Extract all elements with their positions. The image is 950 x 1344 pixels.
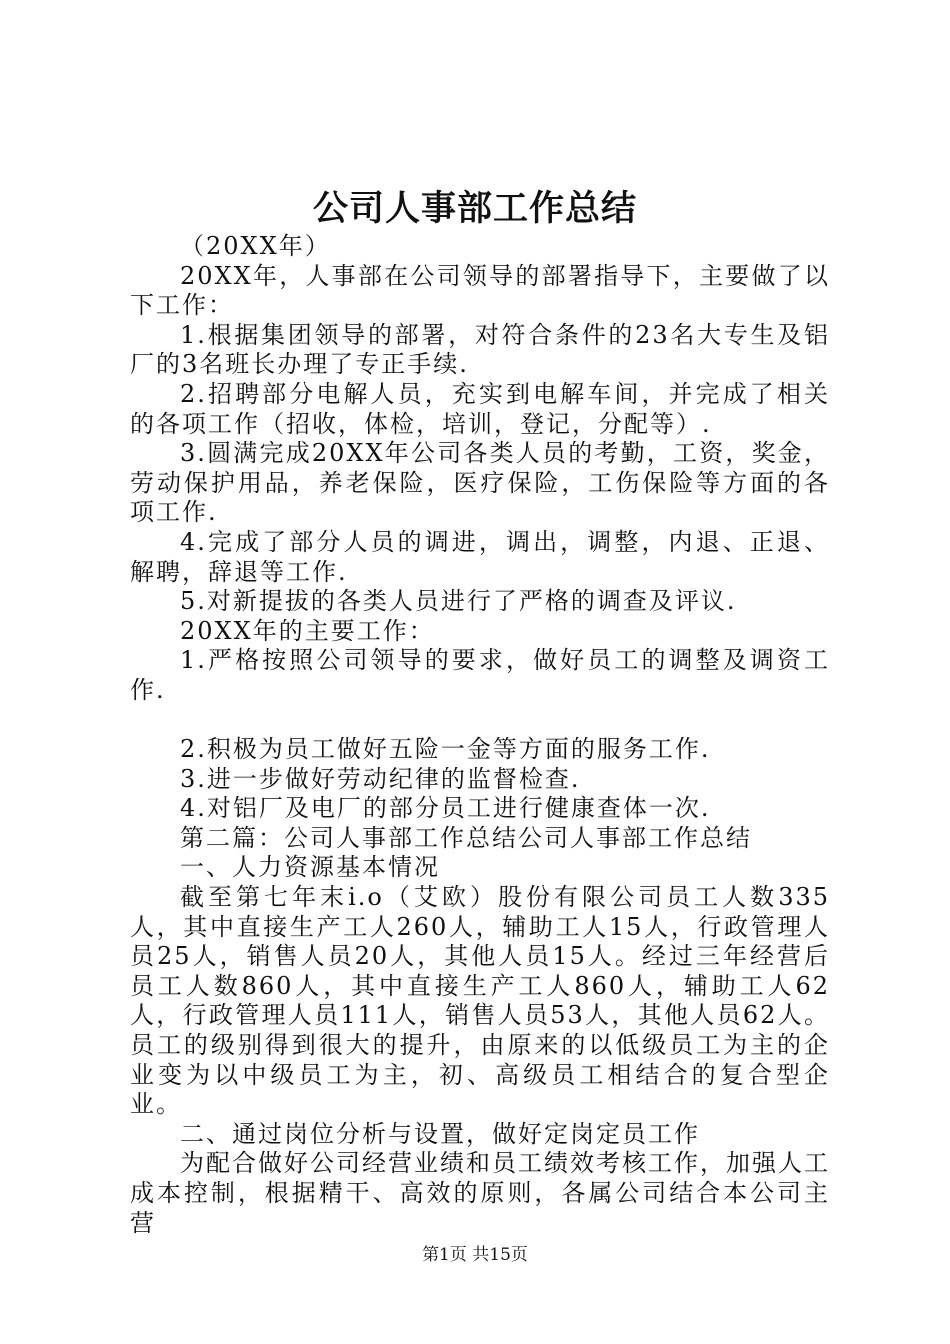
paragraph-item-2: 2.招聘部分电解人员，充实到电解车间，并完成了相关的各项工作（招收，体检，培训，登记，分配等）. (130, 379, 830, 438)
paragraph-section-2-heading: 二、通过岗位分析与设置，做好定岗定员工作 (180, 1119, 700, 1148)
paragraph-item-5: 5.对新提拔的各类人员进行了严格的调查及评议. (180, 587, 737, 616)
paragraph-second-article-heading: 第二篇：公司人事部工作总结公司人事部工作总结 (180, 823, 752, 852)
page-footer: 第1页 共15页 (422, 1245, 528, 1265)
document-title: 公司人事部工作总结 (312, 188, 637, 229)
paragraph-plan-2: 2.积极为员工做好五险一金等方面的服务工作. (180, 735, 711, 764)
paragraph-section-2-body: 为配合做好公司经营业绩和员工绩效考核工作，加强人工成本控制，根据精干、高效的原则，各属公司结合本公司主营 (130, 1149, 830, 1237)
document-body (130, 232, 830, 1238)
paragraph-main-work-heading: 20XX年的主要工作： (180, 616, 435, 645)
paragraph-year: （20XX年） (180, 232, 331, 260)
paragraph-item-3: 3.圆满完成20XX年公司各类人员的考勤，工资，奖金，劳动保护用品，养老保险，医疗保险，工伤保险等方面的各项工作. (130, 439, 830, 527)
blank-line (130, 706, 830, 736)
paragraph-intro: 20XX年，人事部在公司领导的部署指导下，主要做了以下工作： (130, 261, 830, 320)
paragraph-item-1: 1.根据集团领导的部署，对符合条件的23名大专生及铝厂的3名班长办理了专正手续. (130, 320, 830, 379)
paragraph-item-4: 4.完成了部分人员的调进，调出，调整，内退、正退、解聘，辞退等工作. (130, 527, 830, 586)
paragraph-section-1-heading: 一、人力资源基本情况 (180, 853, 440, 882)
paragraph-plan-3: 3.进一步做好劳动纪律的监督检查. (180, 764, 581, 793)
paragraph-plan-4: 4.对铝厂及电厂的部分员工进行健康查体一次. (180, 794, 711, 823)
paragraph-plan-1: 1.严格按照公司领导的要求，做好员工的调整及调资工作. (130, 646, 830, 704)
paragraph-headcount: 截至第七年末i.o（艾欧）股份有限公司员工人数335人，其中直接生产工人260人，辅助工人15人，行政管理人员25人，销售人员20人，其他人员15人。经过三年经营后员工人数860人，其中直接生产工人860人，辅助工人62人，行政管理人员111人，销售人员53人，其他人员62人。员工的级别得到很大的提升，由原来的以低级员工为主的企业变为以中级员工为主，初、高级员工相结合的复合型企业。 (130, 883, 830, 1119)
